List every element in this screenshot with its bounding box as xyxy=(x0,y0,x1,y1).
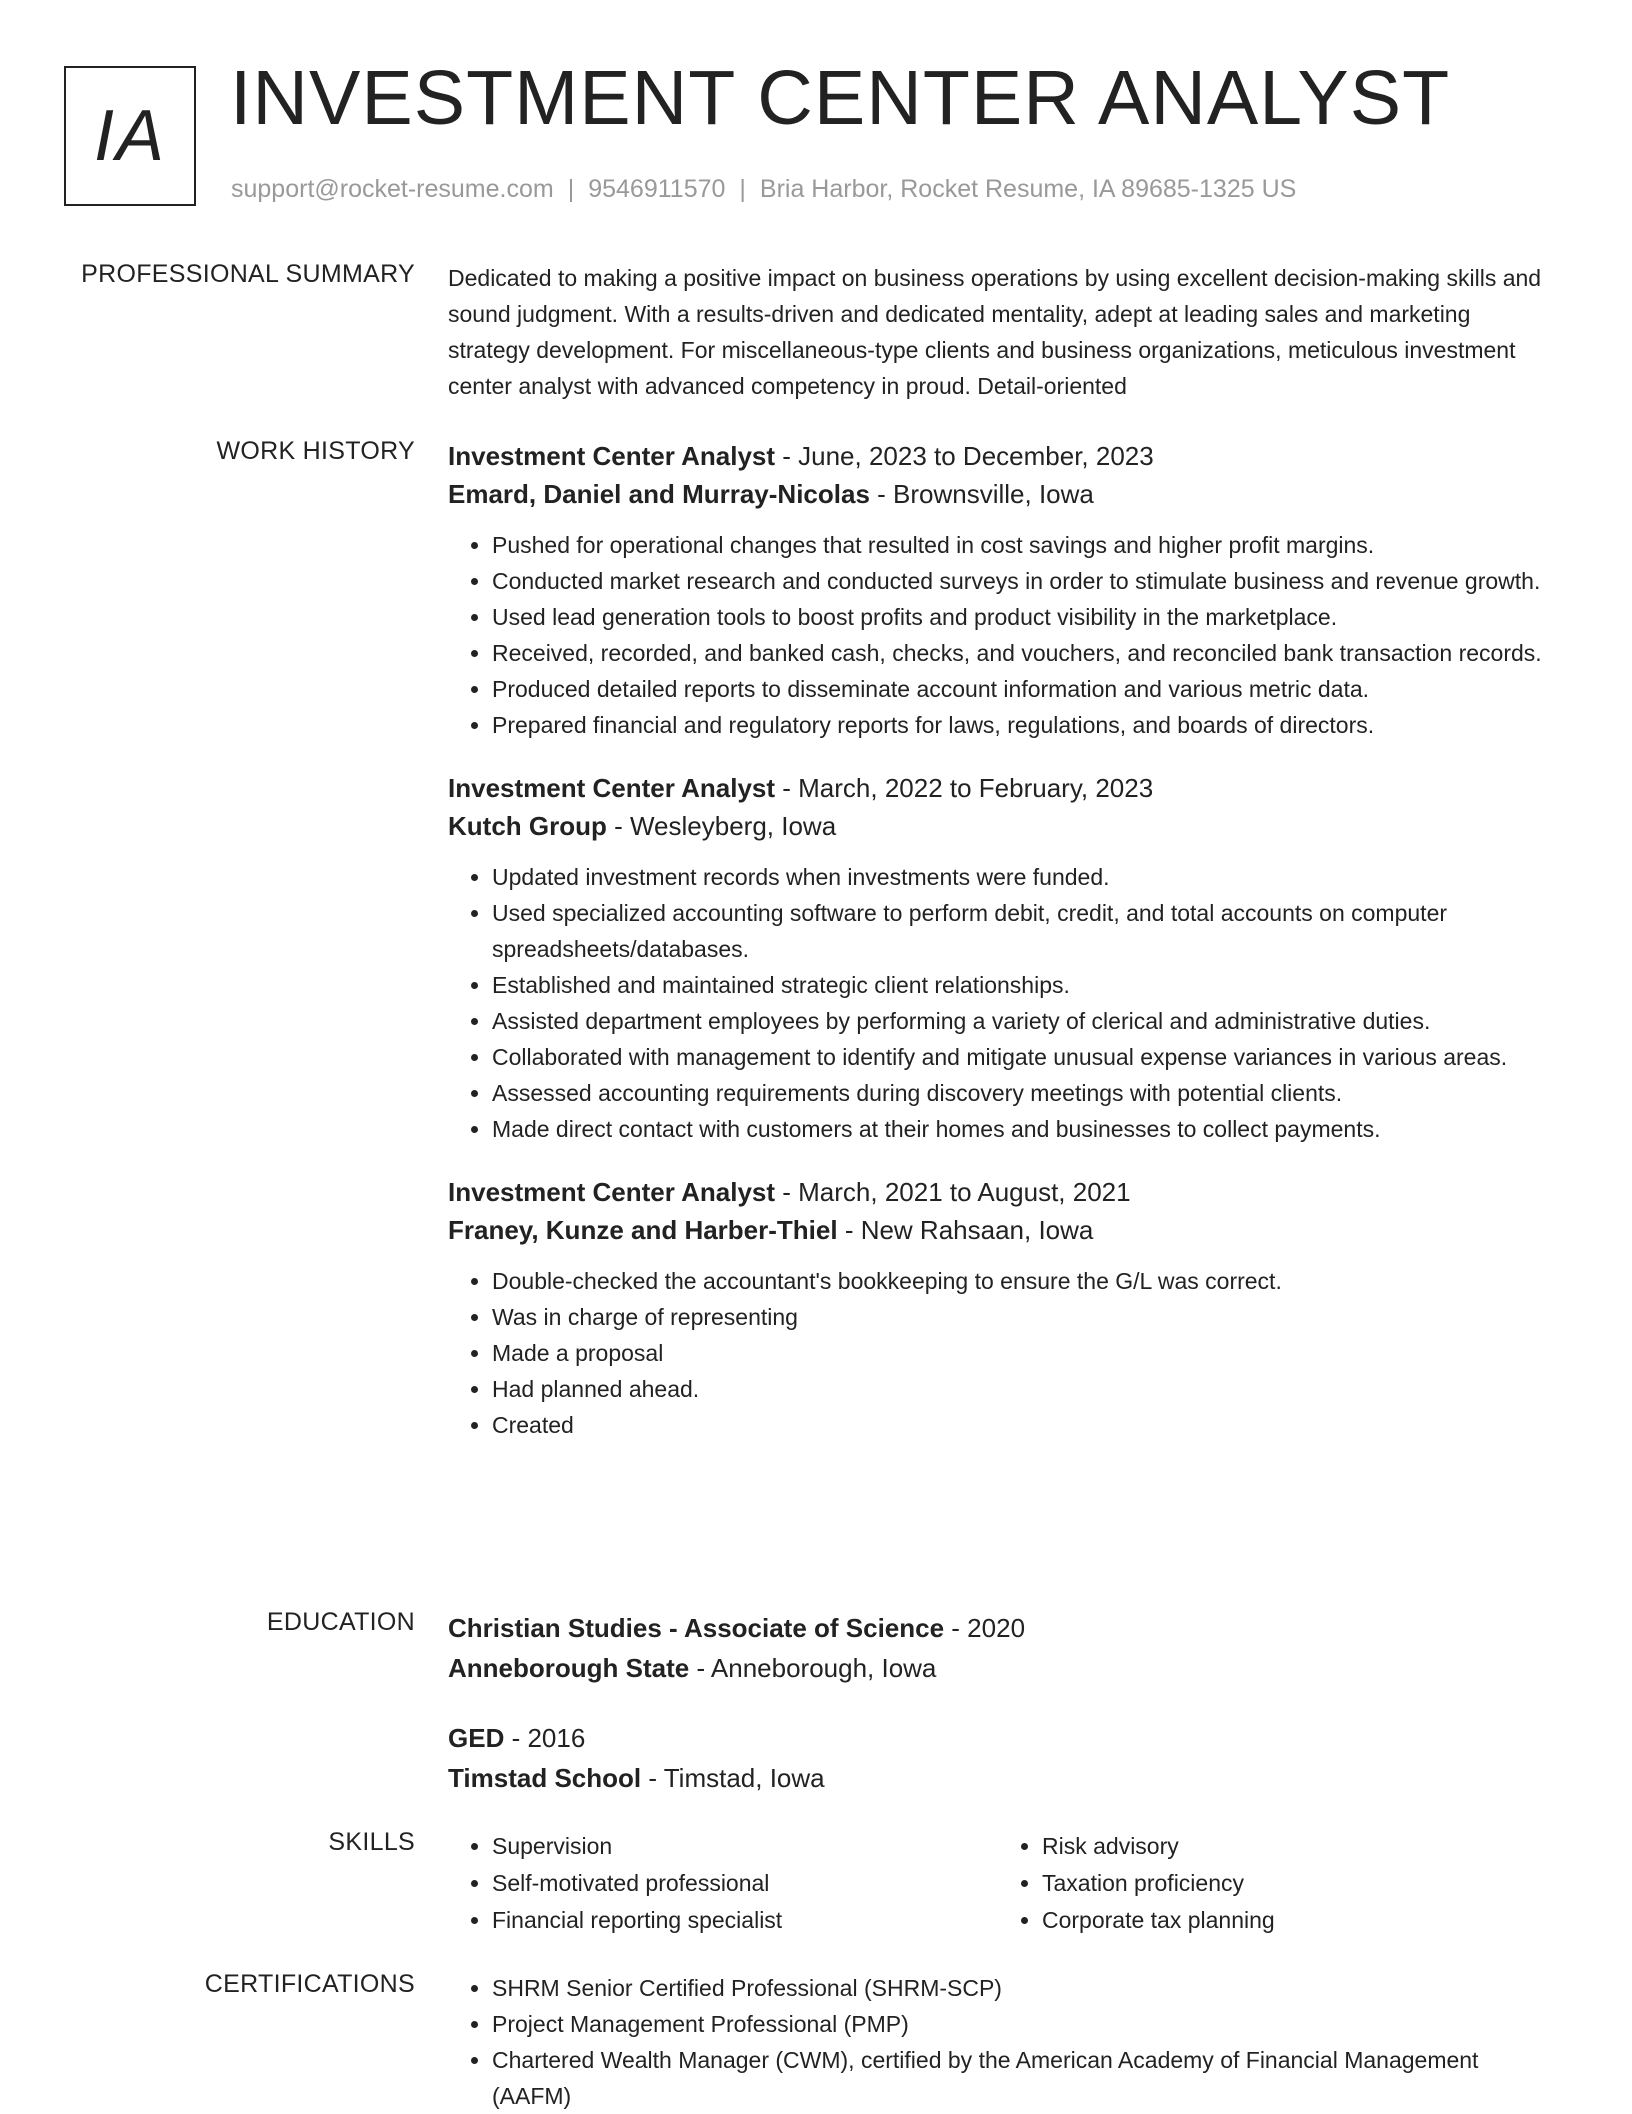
job-bullet: • Was in charge of representing xyxy=(492,1299,1558,1335)
job-bullet: • Pushed for operational changes that resulted in cost savings and higher profit margins. xyxy=(492,527,1558,563)
job-title: Investment Center Analyst xyxy=(448,1177,776,1207)
job-company-line xyxy=(448,475,1558,513)
education-school: Timstad School xyxy=(448,1763,642,1793)
job-dates: - March, 2022 to February, 2023 xyxy=(775,773,1154,803)
skill-item: • Self-motivated professional xyxy=(492,1865,998,1902)
job-company: Emard, Daniel and Murray-Nicolas xyxy=(448,479,870,509)
education-school: Anneborough State xyxy=(448,1653,690,1683)
job-bullets xyxy=(448,1263,1558,1443)
job-entry xyxy=(448,1173,1558,1443)
job-bullet: • Received, recorded, and banked cash, checks, and vouchers, and reconciled bank transaction records. xyxy=(492,635,1558,671)
job-location: - New Rahsaan, Iowa xyxy=(837,1215,1094,1245)
skills-grid xyxy=(448,1828,1558,1939)
education-degree-line xyxy=(448,1608,1558,1648)
skill-item: • Financial reporting specialist xyxy=(492,1902,998,1939)
skills-list-left xyxy=(448,1828,998,1939)
skill-item: • Risk advisory xyxy=(1042,1828,1548,1865)
section-label-education: EDUCATION xyxy=(266,1608,415,1636)
education-content xyxy=(448,1608,1558,1828)
job-title-line xyxy=(448,1173,1558,1211)
job-bullet: • Had planned ahead. xyxy=(492,1371,1558,1407)
job-entry xyxy=(448,437,1558,743)
resume-title: INVESTMENT CENTER ANALYST xyxy=(230,55,1451,141)
job-bullet: • Double-checked the accountant's bookkeeping to ensure the G/L was correct. xyxy=(492,1263,1558,1299)
section-label-skills: SKILLS xyxy=(328,1828,415,1856)
job-bullets xyxy=(448,859,1558,1147)
job-entry xyxy=(448,769,1558,1147)
job-company-line xyxy=(448,807,1558,845)
job-bullet: • Made direct contact with customers at their homes and businesses to collect payments. xyxy=(492,1111,1558,1147)
job-company: Franey, Kunze and Harber-Thiel xyxy=(448,1215,838,1245)
section-label-certifications: CERTIFICATIONS xyxy=(204,1970,415,1998)
certification-item: • Chartered Wealth Manager (CWM), certified by the American Academy of Financial Management (AAFM) xyxy=(492,2042,1558,2114)
job-dates: - March, 2021 to August, 2021 xyxy=(775,1177,1131,1207)
section-label-work-history: WORK HISTORY xyxy=(216,437,415,465)
education-school-line xyxy=(448,1648,1558,1688)
job-title-line xyxy=(448,769,1558,807)
education-entry xyxy=(448,1608,1558,1688)
summary-text: Dedicated to making a positive impact on business operations by using excellent decision-making skills and sound judgment. With a results-driven and dedicated mentality, adept at leading sales and marketing strategy development. For miscellaneous-type clients and business organizations, meticulous investment center analyst with advanced competency in proud. Detail-oriented xyxy=(448,265,1542,399)
education-year: - 2020 xyxy=(944,1613,1026,1643)
education-year: - 2016 xyxy=(504,1723,586,1753)
job-bullet: • Established and maintained strategic client relationships. xyxy=(492,967,1558,1003)
skills-list-right xyxy=(998,1828,1548,1939)
job-location: - Brownsville, Iowa xyxy=(869,479,1094,509)
monogram-logo: IA xyxy=(64,66,196,206)
job-bullet: • Produced detailed reports to disseminate account information and various metric data. xyxy=(492,671,1558,707)
job-bullet: • Used lead generation tools to boost profits and product visibility in the marketplace. xyxy=(492,599,1558,635)
skill-item: • Corporate tax planning xyxy=(1042,1902,1548,1939)
job-bullet: • Made a proposal xyxy=(492,1335,1558,1371)
education-degree-line xyxy=(448,1718,1558,1758)
education-degree: GED xyxy=(448,1723,505,1753)
job-title: Investment Center Analyst xyxy=(448,441,776,471)
job-bullet: • Used specialized accounting software to perform debit, credit, and total accounts on computer spreadsheets/databases. xyxy=(492,895,1558,967)
contact-line xyxy=(231,175,1296,204)
certifications-list xyxy=(448,1970,1558,2114)
contact-email[interactable]: support@rocket-resume.com xyxy=(231,175,554,203)
job-bullet: • Updated investment records when investments were funded. xyxy=(492,859,1558,895)
skill-item: • Taxation proficiency xyxy=(1042,1865,1548,1902)
contact-address: Bria Harbor, Rocket Resume, IA 89685-1325 US xyxy=(759,175,1297,203)
job-bullet: • Assessed accounting requirements during discovery meetings with potential clients. xyxy=(492,1075,1558,1111)
education-entry xyxy=(448,1718,1558,1798)
section-label-summary: PROFESSIONAL SUMMARY xyxy=(81,260,415,288)
certification-item: • SHRM Senior Certified Professional (SHRM-SCP) xyxy=(492,1970,1558,2006)
education-location: - Anneborough, Iowa xyxy=(689,1653,937,1683)
education-location: - Timstad, Iowa xyxy=(641,1763,825,1793)
education-school-line xyxy=(448,1758,1558,1798)
job-dates: - June, 2023 to December, 2023 xyxy=(775,441,1154,471)
job-title-line xyxy=(448,437,1558,475)
job-bullets xyxy=(448,527,1558,743)
job-bullet: • Conducted market research and conducted surveys in order to stimulate business and revenue growth. xyxy=(492,563,1558,599)
job-bullet: • Assisted department employees by performing a variety of clerical and administrative duties. xyxy=(492,1003,1558,1039)
skill-item: • Supervision xyxy=(492,1828,998,1865)
job-company: Kutch Group xyxy=(448,811,607,841)
education-degree: Christian Studies - Associate of Science xyxy=(448,1613,945,1643)
job-company-line xyxy=(448,1211,1558,1249)
contact-separator: | xyxy=(739,175,746,203)
job-title: Investment Center Analyst xyxy=(448,773,776,803)
job-location: - Wesleyberg, Iowa xyxy=(606,811,837,841)
job-bullet: • Prepared financial and regulatory reports for laws, regulations, and boards of directors. xyxy=(492,707,1558,743)
contact-separator: | xyxy=(567,175,575,203)
contact-phone[interactable]: 9546911570 xyxy=(588,175,726,203)
certification-item: • Project Management Professional (PMP) xyxy=(492,2006,1558,2042)
job-bullet: • Collaborated with management to identify and mitigate unusual expense variances in various areas. xyxy=(492,1039,1558,1075)
work-history-content xyxy=(448,437,1558,1469)
job-bullet: • Created xyxy=(492,1407,1558,1443)
